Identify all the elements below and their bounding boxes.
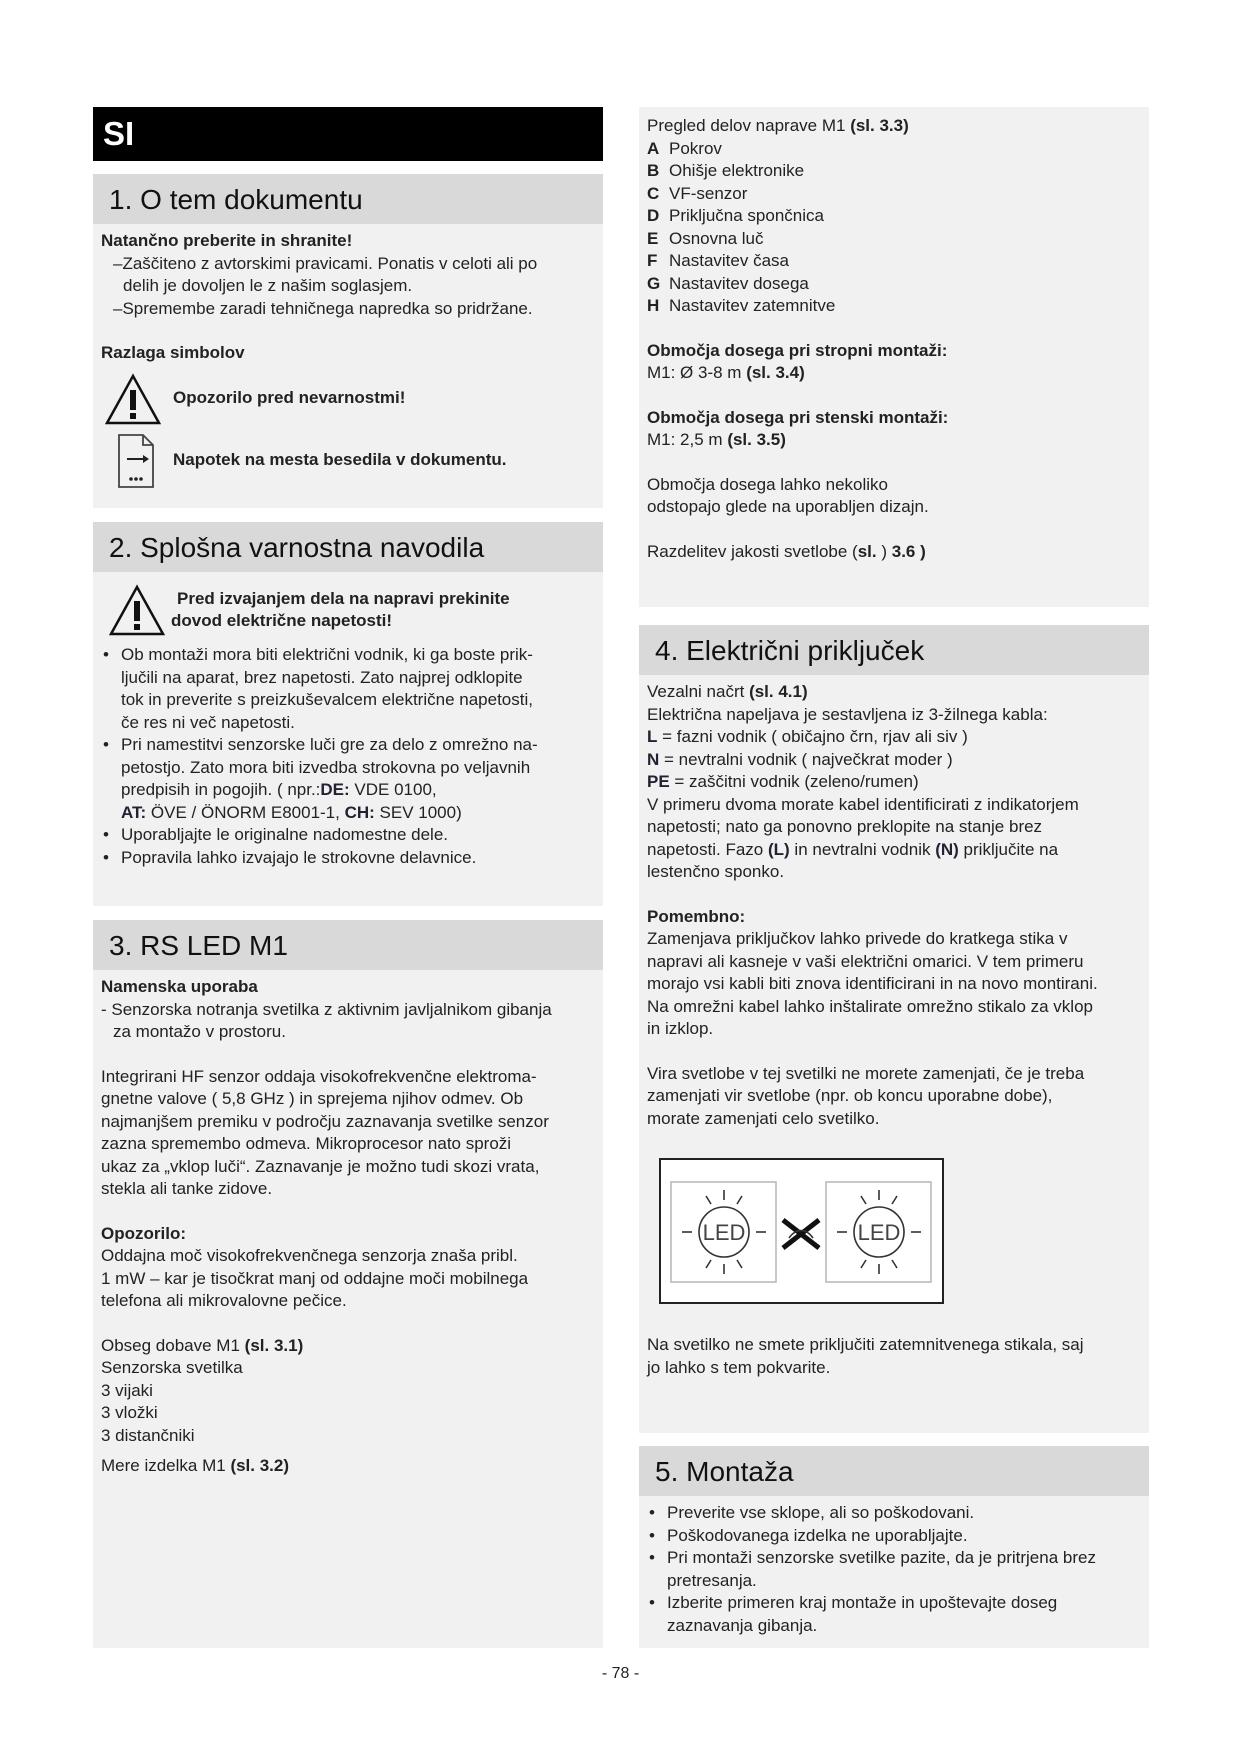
s2-warning-1: Pred izvajanjem dela na napravi prekinite [177,588,510,608]
s4-wiring-plan: Vezalni načrt (sl. 4.1) [647,682,808,701]
led-label-left: LED [702,1220,746,1245]
s3-warning-heading: Opozorilo: [101,1223,186,1243]
warning-triangle-icon [109,584,165,636]
section-3 [93,920,603,1648]
s1-line1: –Zaščiteno z avtorskimi pravicami. Ponatis v celoti ali po [113,253,538,273]
s1-line1b: delih je dovoljen le z našim soglasjem. [123,276,413,295]
led-label-right: LED [857,1220,901,1245]
symbol-reference-label: Napotek na mesta besedila v dokumentu. [173,450,507,470]
section-4-title: 4. Električni priključek [639,625,1149,675]
s5-item-1: • Preverite vse sklope, ali so poškodovani. [647,1502,1141,1525]
s2-warning-2: dovod električne napetosti! [171,611,393,630]
section-4 [639,625,1149,1433]
section-3-continued [639,107,1149,607]
section-5 [639,1446,1149,1648]
s4-L: L = fazni vodnik ( običajno črn, rjav ali siv ) [647,727,968,746]
section-1 [93,174,603,508]
section-3-title: 3. RS LED M1 [93,920,603,970]
s4-PE: PE = zaščitni vodnik (zeleno/rumen) [647,772,919,791]
s2-bullet-3: • Uporabljajte le originalne nadomestne dele. [101,824,595,847]
symbol-warning [105,373,595,425]
document-reference-icon [105,433,161,489]
s3-parts: Pregled delov naprave M1 (sl. 3.3) [647,116,909,135]
s3-wall: M1: 2,5 m (sl. 3.5) [647,430,786,449]
s5-item-3: • Pri montaži senzorske svetilke pazite, da je pritrjena brez pretresanja. [647,1547,1141,1592]
s3-deviation: Območja dosega lahko nekoliko odstopajo glede na uporabljen dizajn. [647,474,929,516]
symbol-reference [105,433,595,489]
led-replacement-prohibited-icon [661,1160,942,1302]
warning-triangle-icon [105,373,161,425]
s3-wall-heading: Območja dosega pri stenski montaži: [647,407,949,427]
symbol-warning-label: Opozorilo pred nevarnostmi! [173,388,406,408]
symbols-heading: Razlaga simbolov [101,343,245,362]
s3-scope-items: Senzorska svetilka 3 vijaki 3 vložki 3 distančniki [101,1358,243,1445]
s4-important: Zamenjava priključkov lahko privede do kratkega stika v napravi ali kasneje v vaši električni omarici. V tem primeru morajo vsi kabli biti znova identificirani in na novo montirani. Na omrežni kabel lahko inštalirate omrežno stikalo za vklop in izklop. [647,929,1098,1038]
s3-hf-paragraph: Integrirani HF senzor oddaja visokofrekvenčne elektroma- gnetne valove ( 5,8 GHz ) in sprejema njihov odmev. Ob najmanjšem premiku v področju zaznavanja svetilke senzor zazna spremembo odmeva. Mikroprocesor nato sproži ukaz za „vklop luči“. Zaznavanje je možno tudi skozi vrata, stekla ali tanke zidove. [101,1066,549,1198]
section-2 [93,522,603,906]
s1-line2: –Spremembe zaradi tehničnega napredka so pridržane. [113,298,533,318]
s3-use-heading: Namenska uporaba [101,977,258,996]
s2-bullet-2: • Pri namestitvi senzorske luči gre za delo z omrežno na- petostjo. Zato mora biti izvedba strokovna po veljavnih predpisih in pogojih. ( npr.:DE: VDE 0100, AT: ÖVE / ÖNORM E8001-1, CH: SEV 1000) [101,734,595,824]
s4-N: N = nevtralni vodnik ( največkrat moder ) [647,749,953,769]
s4-lamp-replace: Vira svetlobe v tej svetilki ne morete zamenjati, če je treba zamenjati vir svetlobe (npr. ob koncu uporabne dobe), morate zamenjati celo svetilko. [647,1063,1085,1128]
page-number: - 78 - [601,1665,640,1682]
s5-item-4: • Izberite primeren kraj montaže in upoštevajte doseg zaznavanja gibanja. [647,1592,1141,1637]
s4-dimmer: Na svetilko ne smete priključiti zatemnitvenega stikala, saj jo lahko s tem pokvarite. [647,1335,1084,1377]
s2-bullet-4: • Popravila lahko izvajajo le strokovne delavnice. [101,847,595,870]
s4-cable: Električna napeljava je sestavljena iz 3-žilnega kabla: [647,704,1048,724]
s1-lead: Natančno preberite in shranite! [101,231,353,250]
section-1-title: 1. O tem dokumentu [93,174,603,224]
section-5-title: 5. Montaža [639,1446,1149,1496]
s5-item-2: • Poškodovanega izdelka ne uporabljajte. [647,1525,1141,1548]
s3-dimensions: Mere izdelka M1 (sl. 3.2) [101,1456,290,1475]
s3-warning-text: Oddajna moč visokofrekvenčnega senzorja znaša pribl. 1 mW – kar je tisočkrat manj od oddajne moči mobilnega telefona ali mikrovalovne pečice. [101,1246,529,1310]
s3-use-1: - Senzorska notranja svetilka z aktivnim javljalnikom gibanja [101,999,552,1019]
s3-ceiling: M1: Ø 3-8 m (sl. 3.4) [647,363,805,382]
language-bar: SI [93,107,603,161]
led-no-replace-figure [649,1148,954,1314]
s3-light-distribution: Razdelitev jakosti svetlobe (sl. ) 3.6 ) [647,541,926,561]
s3-use-2: za montažo v prostoru. [113,1022,286,1041]
s4-doubt: V primeru dvoma morate kabel identificirati z indikatorjem napetosti; nato ga ponovno preklopite na stanje brez napetosti. Fazo (L) in nevtralni vodnik (N) priključite na lestenčno sponko. [647,794,1079,881]
s4-important-heading: Pomembno: [647,906,746,926]
s3-scope: Obseg dobave M1 (sl. 3.1) [101,1335,304,1355]
s3-ceiling-heading: Območja dosega pri stropni montaži: [647,340,948,360]
section-2-title: 2. Splošna varnostna navodila [93,522,603,572]
s3-parts-list: A Pokrov B Ohišje elektronike C VF-senzor D Priključna spončnica E Osnovna luč F Nastavitev časa G Nastavitev dosega H Nastavitev zatemnitve [647,138,836,315]
s2-bullet-1: • Ob montaži mora biti električni vodnik, ki ga boste prik- ljučili na aparat, brez napetosti. Zato najprej odklopite tok in preverite s preizkuševalcem električne napetosti, če res ni več napetosti. [101,644,595,734]
